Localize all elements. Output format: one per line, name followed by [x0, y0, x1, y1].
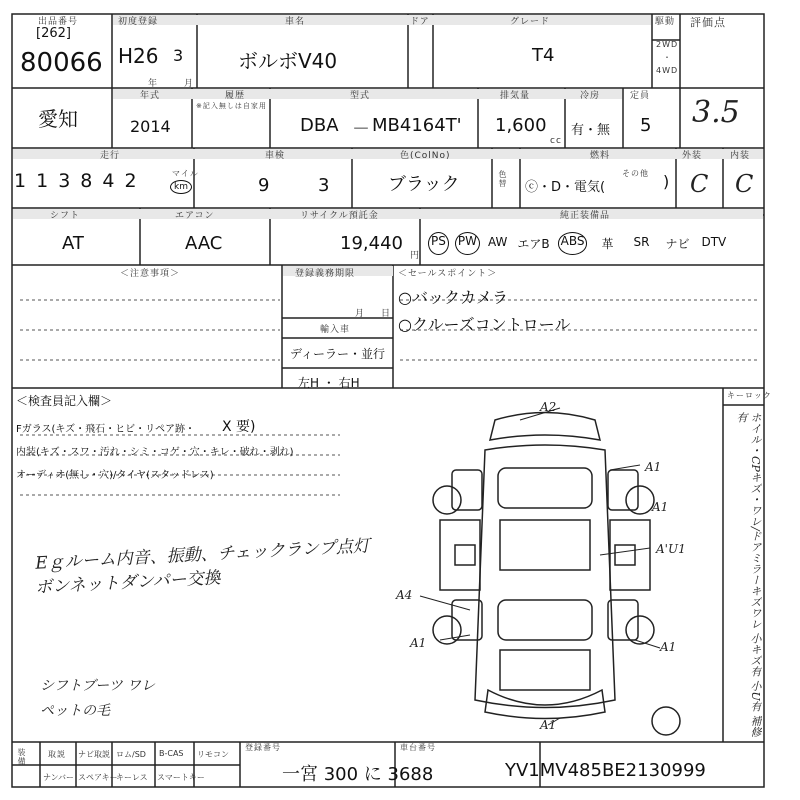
- label-reg-day: 日: [381, 309, 392, 319]
- bottom-rom-sd: ロム/SD: [116, 750, 146, 759]
- label-keyless: キーロック: [727, 391, 772, 400]
- equip-aw: AW: [487, 235, 508, 249]
- dealer-parallel: ディーラー・並行: [290, 347, 386, 361]
- label-model: 型式: [350, 91, 371, 101]
- label-reg-month: 月: [355, 309, 366, 319]
- exhibit-number: 80066: [20, 48, 103, 78]
- sales-point-2: ○クルーズコントロール: [398, 315, 571, 334]
- car-name: ボルボV40: [238, 49, 338, 73]
- label-displacement: 排気量: [500, 91, 531, 101]
- damage-mark: A1: [410, 636, 427, 650]
- label-fuel: 燃料: [590, 151, 611, 161]
- aircon-value: AAC: [185, 233, 223, 254]
- drive-4wd: 4WD: [656, 66, 679, 75]
- label-grade: グレード: [510, 17, 551, 27]
- fuel-other: その他: [622, 169, 649, 178]
- label-import: 輸入車: [320, 325, 351, 335]
- mileage-digits: 113842: [14, 170, 147, 192]
- recycle-value: 19,440: [340, 233, 403, 254]
- damage-mark: A1: [652, 500, 669, 514]
- label-sales-point: ＜セールスポイント＞: [398, 269, 498, 279]
- label-color: 色(ColNo): [400, 151, 451, 161]
- bottom-bcas: B-CAS: [159, 749, 184, 758]
- note-history: ※記入無しは自家用: [196, 102, 267, 110]
- check-month: 3: [318, 175, 330, 196]
- label-car-name: 車名: [285, 17, 306, 27]
- shift-value: AT: [62, 233, 84, 254]
- label-first-reg: 初度登録: [118, 17, 159, 27]
- drive-2wd: 2WD: [656, 40, 679, 49]
- equip-ps: PS: [428, 232, 449, 255]
- bottom-remote: リモコン: [197, 750, 229, 759]
- label-equipment-bottom: 装備: [17, 748, 26, 766]
- damage-mark: A2: [540, 400, 557, 414]
- reg-number: 一宮 300 に 3688: [282, 764, 434, 785]
- label-shift: シフト: [50, 211, 81, 221]
- region: 愛知: [38, 107, 78, 131]
- label-mileage: 走行: [100, 151, 121, 161]
- label-inspector: ＜検査員記入欄＞: [16, 394, 113, 408]
- fglass-note: Fガラス(キズ・飛石・ヒビ・リペア跡・: [16, 424, 195, 435]
- handwritten-note-2: ボンネットダンパー交換: [34, 568, 222, 598]
- equip-sr: SR: [633, 235, 650, 249]
- equip-navi: ナビ: [665, 237, 690, 251]
- equip-dtv: DTV: [701, 235, 727, 249]
- equip-pw: PW: [455, 232, 480, 255]
- label-ac: 冷房: [580, 91, 601, 101]
- score-value: 3.5: [692, 95, 740, 130]
- label-chassis: 車台番号: [400, 743, 436, 752]
- drive-dot: ・: [663, 53, 672, 62]
- bottom-smart-key: スマートキー: [157, 773, 205, 782]
- label-equipment: 純正装備品: [560, 211, 611, 221]
- damage-mark: A4: [396, 588, 413, 602]
- handwritten-note-1: Eｇルーム内音、振動、チェックランプ点灯: [34, 536, 371, 574]
- first-reg-month: 3: [173, 46, 184, 65]
- label-recolor: 色替: [498, 170, 507, 188]
- fglass-x: X 要): [222, 419, 256, 435]
- model-code: MB4164T': [372, 115, 462, 136]
- bottom-number: ナンバー: [43, 773, 75, 782]
- bottom-keyless: キーレス: [116, 773, 148, 782]
- damage-mark: A1: [540, 718, 557, 732]
- equipment-list: [428, 232, 728, 255]
- model-sep: －: [352, 119, 370, 140]
- handwritten-note-4: ペットの毛: [40, 703, 110, 719]
- mileage-unit-mile: マイル: [172, 169, 199, 178]
- exhibit-prefix: [262]: [36, 26, 71, 41]
- label-nen: 年: [148, 79, 159, 89]
- color-value: ブラック: [388, 174, 460, 195]
- sales-point-1: ○バックカメラ: [398, 288, 508, 307]
- label-model-year: 年式: [140, 91, 161, 101]
- handwritten-note-3: シフトブーツ ワレ: [40, 678, 156, 694]
- displacement: 1,600: [495, 115, 547, 136]
- interior-note: 内装(キズ・スワ・汚れ・シミ・コゲ・穴・キレ・破れ・剥れ): [16, 447, 294, 458]
- damage-mark: A'U1: [656, 542, 686, 556]
- bottom-spare-key: スペアキー: [78, 773, 118, 782]
- ac-value: 有・無: [571, 123, 611, 138]
- fuel-value: ⓒ・D・電気(: [525, 180, 606, 195]
- label-cc: cc: [550, 136, 562, 146]
- label-score: 評価点: [690, 16, 726, 29]
- seats: 5: [640, 115, 652, 136]
- bottom-navi-manual: ナビ取説: [78, 750, 110, 759]
- damage-mark: A1: [645, 460, 662, 474]
- chassis-number: YV1MV485BE2130999: [505, 760, 706, 781]
- equip-abs: ABS: [558, 232, 588, 255]
- label-exterior: 外装: [682, 151, 703, 161]
- check-year: 9: [258, 175, 270, 196]
- model-prefix: DBA: [300, 115, 339, 136]
- label-aircon: エアコン: [175, 211, 215, 221]
- label-drive: 駆動: [655, 17, 676, 27]
- car-diagram: [420, 408, 680, 735]
- fuel-close: ): [663, 172, 670, 191]
- model-year: 2014: [130, 117, 171, 136]
- label-seats: 定員: [630, 91, 651, 101]
- label-tsuki: 月: [184, 79, 195, 89]
- label-reg-number: 登録番号: [245, 743, 281, 752]
- label-reg-expiry: 登録義務期限: [295, 269, 356, 279]
- label-check: 車検: [265, 151, 286, 161]
- exterior-grade: C: [690, 170, 709, 198]
- damage-mark: A1: [660, 640, 677, 654]
- label-recycle: リサイクル預託金: [300, 211, 379, 221]
- interior-grade: C: [735, 170, 754, 198]
- label-history: 履歴: [225, 91, 246, 101]
- label-exhibit-no: 出品番号: [38, 17, 79, 27]
- equip-airbag: エアB: [517, 237, 550, 251]
- side-notes: ホイル・CPキズ・ワレ/ドアミラーキズワレ 小キズ有 小U有 補修有: [735, 412, 762, 738]
- first-reg-era: H26: [118, 44, 159, 68]
- recycle-unit: 円: [410, 251, 421, 261]
- label-interior: 内装: [730, 151, 751, 161]
- equip-leather: 革: [601, 237, 614, 251]
- mileage-unit-km: km: [170, 180, 192, 194]
- bottom-manual: 取説: [48, 750, 66, 759]
- label-door: ドア: [410, 17, 430, 27]
- audio-note: オーディオ(無し・穴)/タイヤ(スタッドレス): [16, 470, 214, 481]
- grade-value: T4: [532, 45, 555, 66]
- steering: 左H ・ 右H: [298, 376, 360, 390]
- label-caution: ＜注意事項＞: [120, 269, 181, 279]
